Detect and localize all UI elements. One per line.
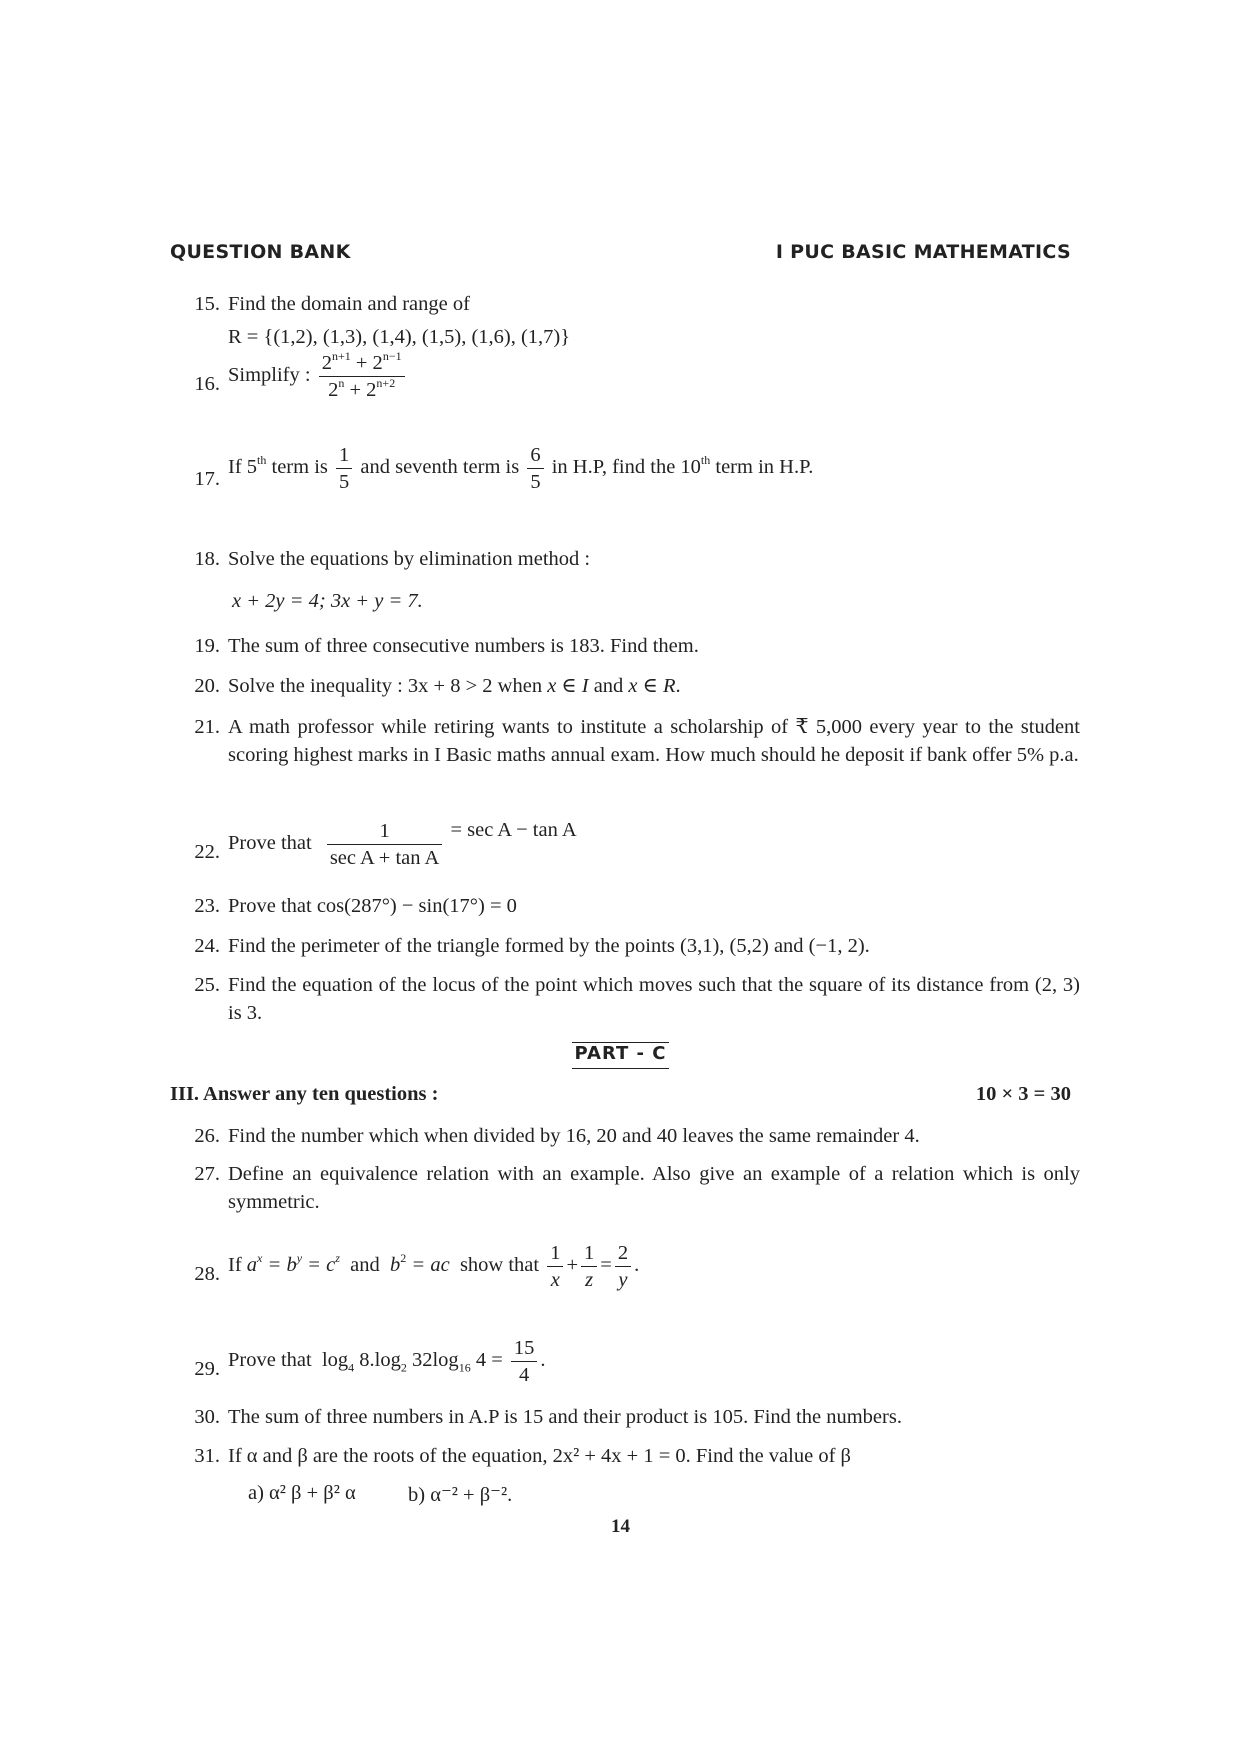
- question-number: 18.: [194, 548, 220, 570]
- question-number: 21.: [194, 716, 220, 738]
- question-text: If α and β are the roots of the equation, 2x² + 4x + 1 = 0. Find the value of β: [228, 1445, 851, 1467]
- q31-part-a: a) α² β + β² α: [248, 1482, 356, 1504]
- question-29: [180, 1335, 1080, 1395]
- header-left: QUESTION BANK: [170, 241, 351, 263]
- question-text: Prove that cos(287°) − sin(17°) = 0: [228, 895, 517, 917]
- question-text: Solve the equations by elimination method :: [228, 548, 591, 570]
- fraction: $\frac{1}{z}$: [581, 1240, 597, 1293]
- fraction: $\frac{1}{x}$: [547, 1240, 563, 1293]
- question-text: Find the domain and range of: [228, 293, 470, 315]
- question-text: Solve the inequality : 3x + 8 > 2 when x ∈ I and x ∈ R.: [228, 675, 681, 697]
- question-math: Prove that $\frac{1}{\text{sec A + tan A}}$ = sec A − tan A: [228, 819, 577, 869]
- question-text: Find the perimeter of the triangle formed by the points (3,1), (5,2) and (−1, 2).: [228, 935, 870, 957]
- question-17: [180, 442, 1080, 502]
- fraction: $\frac{2^{n+1} + 2^{n-1}}{2^n + 2^{n+2}}$: [319, 350, 405, 403]
- question-number: 19.: [194, 635, 220, 657]
- question-21: [180, 713, 1080, 797]
- fraction: $\frac{2}{y}$: [615, 1240, 631, 1293]
- question-math: If 5th term is $\frac{1}{5}$ and seventh term is $\frac{6}{5}$ in H.P, find the 10th term in H.P.: [228, 444, 814, 493]
- question-number: 26.: [194, 1125, 220, 1147]
- section-marks: 10 × 3 = 30: [975, 1083, 1071, 1105]
- q31-part-b: b) α⁻² + β⁻².: [408, 1484, 513, 1506]
- question-number: 22.: [194, 841, 220, 863]
- question-number: 23.: [194, 895, 220, 917]
- question-text: Define an equivalence relation with an example. Also give an example of a relation which is only symmetric.: [228, 1163, 1080, 1213]
- part-c-heading: PART - C: [0, 1043, 1241, 1064]
- question-number: 15.: [194, 293, 220, 315]
- simplify-label: Simplify :: [228, 364, 311, 387]
- fraction: $\frac{1}{\text{sec A + tan A}}$: [327, 818, 443, 871]
- question-27: [180, 1160, 1080, 1216]
- fraction: $\frac{15}{4}$: [511, 1335, 538, 1388]
- q18-equation: x + 2y = 4; 3x + y = 7.: [232, 590, 423, 612]
- question-text: Find the equation of the locus of the point which moves such that the square of its distance from (2, 3) is 3.: [228, 974, 1080, 1024]
- question-number: 29.: [194, 1358, 220, 1380]
- section-label: III. Answer any ten questions :: [170, 1083, 439, 1105]
- fraction: $\frac{1}{5}$: [336, 442, 352, 495]
- page-number: 14: [611, 1516, 630, 1537]
- question-text: The sum of three numbers in A.P is 15 and their product is 105. Find the numbers.: [228, 1406, 902, 1428]
- question-text: Find the number which when divided by 16, 20 and 40 leaves the same remainder 4.: [228, 1125, 920, 1147]
- q15-set: R = {(1,2), (1,3), (1,4), (1,5), (1,6), (1,7)}: [228, 326, 571, 348]
- question-text: A math professor while retiring wants to institute a scholarship of ₹ 5,000 every year to the student scoring highest marks in I Basic maths annual exam. How much should he deposit if bank offer 5% p.a.: [228, 716, 1080, 766]
- question-text: The sum of three consecutive numbers is 183. Find them.: [228, 635, 699, 657]
- question-number: 30.: [194, 1406, 220, 1428]
- question-22: [180, 818, 1080, 878]
- question-number: 24.: [194, 935, 220, 957]
- section-3-heading: [170, 1083, 1071, 1106]
- question-math: If $a^x = b^y = c^z$ and $b^2$ = ac show that $\frac{1}{x}$ + $\frac{1}{z}$ = $\frac{2}{y}$ .: [228, 1242, 640, 1291]
- question-number: 16.: [194, 373, 220, 395]
- question-number: 28.: [194, 1263, 220, 1285]
- question-math: [228, 350, 1080, 403]
- question-number: 27.: [194, 1163, 220, 1185]
- question-16: [180, 350, 1080, 410]
- question-28: [180, 1240, 1080, 1300]
- question-number: 31.: [194, 1445, 220, 1467]
- question-number: 20.: [194, 675, 220, 697]
- question-math: Prove that $\log_4 8.\log_2$ $32\log_{16}$ 4 = $\frac{15}{4}$ .: [228, 1337, 546, 1386]
- fraction: $\frac{6}{5}$: [527, 442, 543, 495]
- question-number: 25.: [194, 974, 220, 996]
- question-25: [180, 971, 1080, 1027]
- question-number: 17.: [194, 468, 220, 490]
- header-right: I PUC BASIC MATHEMATICS: [775, 241, 1071, 263]
